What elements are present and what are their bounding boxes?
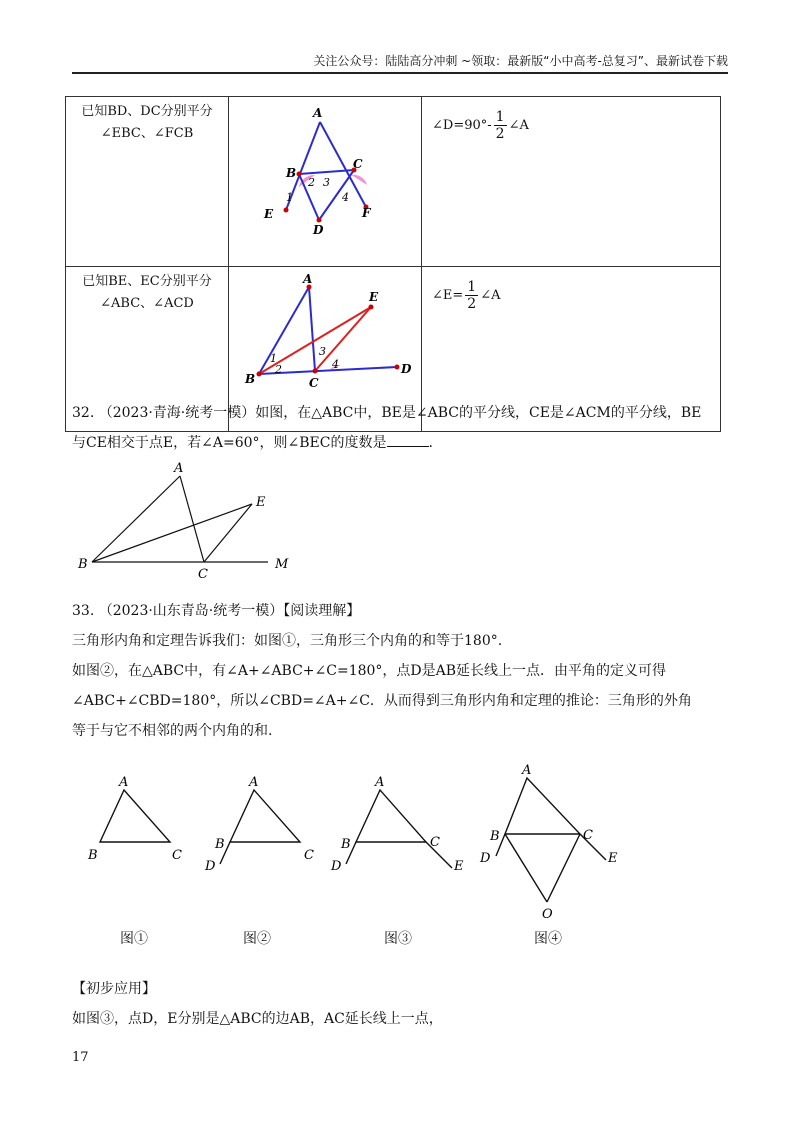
label-A: A bbox=[313, 106, 323, 120]
exterior-bisector-figure bbox=[229, 97, 421, 242]
q33-figures bbox=[72, 760, 692, 950]
question-33-p1: 三角形内角和定理告诉我们：如图①，三角形三个内角的和等于180°. bbox=[72, 633, 503, 649]
q32-figure bbox=[72, 462, 302, 582]
angle-3: 3 bbox=[323, 176, 330, 189]
page-header: 关注公众号：陆陆高分冲刺 ~领取：最新版“小中高考-总复习”、最新试卷下载 bbox=[313, 54, 728, 68]
label-C: C bbox=[304, 848, 314, 863]
label-C: C bbox=[172, 848, 182, 863]
properties-table bbox=[65, 96, 721, 432]
angle-4: 4 bbox=[332, 358, 339, 371]
question-32-line2: 与CE相交于点E，若∠A=60°，则∠BEC的度数是 . bbox=[72, 435, 433, 451]
label-E: E bbox=[264, 207, 274, 221]
fraction: $\frac{1}{2}$ bbox=[467, 279, 477, 312]
angle-1: 1 bbox=[286, 191, 293, 204]
label-A: A bbox=[375, 775, 385, 790]
question-33-p3: ∠ABC+∠CBD=180°，所以∠CBD=∠A+∠C．从而得到三角形内角和定理的推论：三角形的外角 bbox=[72, 693, 692, 709]
label-A: A bbox=[249, 775, 259, 790]
label-A: A bbox=[174, 462, 184, 476]
label-A: A bbox=[119, 775, 129, 790]
figure-2 bbox=[204, 775, 314, 874]
label-B: B bbox=[215, 837, 225, 852]
caption-figure-4: 图④ bbox=[534, 931, 562, 947]
angle-1: 1 bbox=[270, 352, 277, 365]
label-O: O bbox=[542, 907, 553, 922]
label-E: E bbox=[454, 859, 464, 874]
caption-figure-2: 图② bbox=[243, 931, 271, 947]
interior-exterior-bisector-figure bbox=[229, 267, 421, 407]
question-33-p4: 等于与它不相邻的两个内角的和. bbox=[72, 723, 273, 739]
caption-figure-3: 图③ bbox=[384, 931, 412, 947]
question-32 bbox=[72, 398, 728, 458]
angle-3: 3 bbox=[319, 345, 326, 358]
label-C: C bbox=[198, 567, 208, 582]
question-33 bbox=[72, 596, 728, 746]
question-33-p5: 如图③，点D，E分别是△ABC的边AB，AC延长线上一点， bbox=[72, 1011, 443, 1027]
label-E: E bbox=[369, 290, 379, 304]
label-B: B bbox=[341, 837, 351, 852]
question-33-application bbox=[72, 974, 728, 1034]
label-D: D bbox=[401, 362, 412, 376]
label-C: C bbox=[309, 376, 319, 390]
condition-cell: 已知BE、EC分别平分∠ABC、∠ACD bbox=[66, 267, 229, 432]
label-B: B bbox=[286, 166, 297, 180]
result-cell: ∠D=90°- $\frac{1}{2}$ ∠A bbox=[422, 97, 721, 267]
label-E: E bbox=[256, 495, 266, 510]
angle-2: 2 bbox=[275, 363, 282, 376]
label-B: B bbox=[490, 829, 500, 844]
label-B: B bbox=[245, 372, 256, 386]
header-rule bbox=[72, 72, 728, 74]
question-32-line1: 32. （2023·青海·统考一模）如图，在△ABC中，BE是∠ABC的平分线，CE是∠ACM的平分线，BE bbox=[72, 405, 702, 421]
table-row bbox=[66, 97, 721, 267]
label-A: A bbox=[522, 763, 532, 778]
angle-4: 4 bbox=[342, 191, 349, 204]
label-B: B bbox=[88, 848, 98, 863]
condition-cell: 已知BD、DC分别平分∠EBC、∠FCB bbox=[66, 97, 229, 267]
label-D: D bbox=[205, 859, 216, 874]
label-C: C bbox=[430, 835, 440, 850]
label-D: D bbox=[313, 223, 324, 237]
figure-cell bbox=[229, 97, 422, 267]
answer-blank[interactable] bbox=[387, 446, 429, 447]
label-D: D bbox=[331, 859, 342, 874]
caption-figure-1: 图① bbox=[120, 931, 148, 947]
label-D: D bbox=[480, 851, 491, 866]
figure-1 bbox=[87, 775, 182, 863]
fraction: $\frac{1}{2}$ bbox=[495, 109, 505, 142]
label-M: M bbox=[275, 557, 289, 572]
label-C: C bbox=[353, 157, 363, 171]
result-cell: ∠E= $\frac{1}{2}$ ∠A bbox=[422, 267, 721, 432]
angle-2: 2 bbox=[308, 176, 315, 189]
label-C: C bbox=[583, 828, 593, 843]
label-E: E bbox=[608, 851, 618, 866]
question-33-title: 33. （2023·山东青岛·统考一模）【阅读理解】 bbox=[72, 603, 361, 619]
question-33-p2: 如图②，在△ABC中，有∠A+∠ABC+∠C=180°，点D是AB延长线上一点．由平角的定义可得 bbox=[72, 663, 667, 679]
figure-4 bbox=[479, 763, 618, 922]
label-F: F bbox=[362, 206, 371, 220]
figure-3 bbox=[330, 775, 464, 874]
label-B: B bbox=[78, 557, 88, 572]
label-A: A bbox=[303, 272, 313, 286]
page-number: 17 bbox=[72, 1050, 89, 1065]
section-tag: 【初步应用】 bbox=[72, 981, 156, 997]
